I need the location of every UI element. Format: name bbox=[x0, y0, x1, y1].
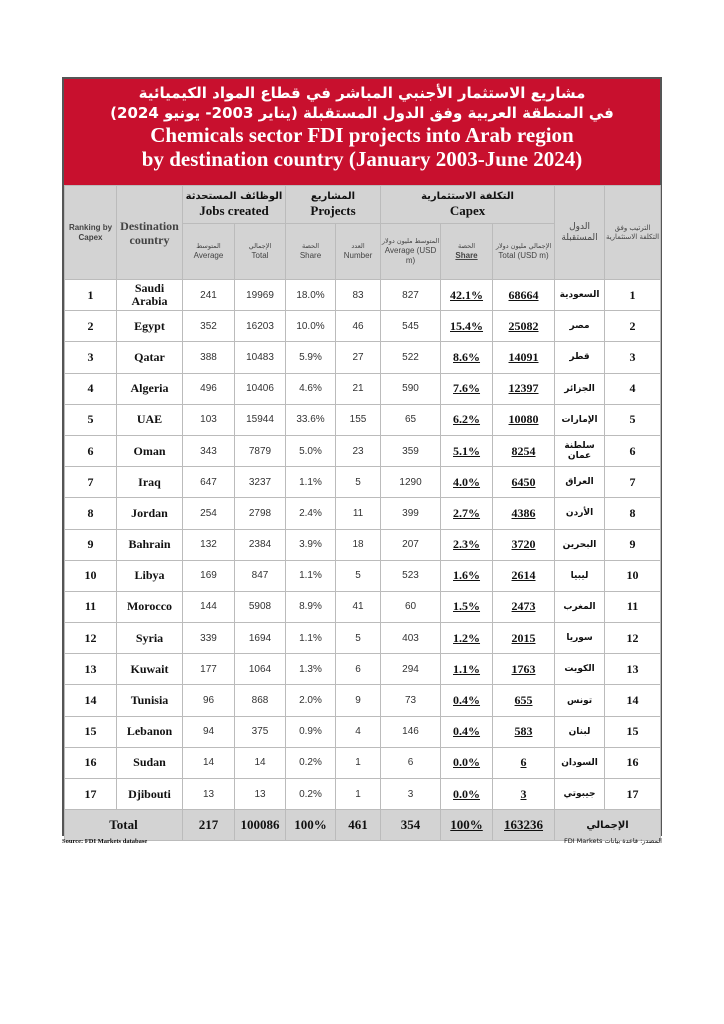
table-row bbox=[65, 747, 661, 778]
total-projects-number: 461 bbox=[336, 810, 381, 841]
header-capex: التكلفة الاستثمارية Capex bbox=[381, 186, 555, 224]
total-capex-total: 163236 bbox=[493, 810, 555, 841]
row-jobs-average: 14 bbox=[183, 747, 235, 778]
row-rank: 10 bbox=[65, 560, 117, 591]
row-projects-number: 5 bbox=[336, 560, 381, 591]
total-label-ar: الإجمالي bbox=[555, 810, 661, 841]
row-rank-ar: 11 bbox=[605, 591, 661, 622]
row-projects-share: 8.9% bbox=[286, 591, 336, 622]
row-rank-ar: 16 bbox=[605, 747, 661, 778]
row-projects-number: 5 bbox=[336, 467, 381, 498]
row-projects-number: 21 bbox=[336, 373, 381, 404]
row-rank: 4 bbox=[65, 373, 117, 404]
total-projects-share: 100% bbox=[286, 810, 336, 841]
row-rank: 3 bbox=[65, 342, 117, 373]
row-country: Lebanon bbox=[117, 716, 183, 747]
row-jobs-average: 647 bbox=[183, 467, 235, 498]
row-rank: 6 bbox=[65, 435, 117, 466]
row-country: Jordan bbox=[117, 498, 183, 529]
row-projects-share: 1.1% bbox=[286, 467, 336, 498]
row-capex-total: 3 bbox=[493, 779, 555, 810]
row-capex-total: 2614 bbox=[493, 560, 555, 591]
row-rank: 8 bbox=[65, 498, 117, 529]
row-jobs-total: 847 bbox=[235, 560, 286, 591]
row-projects-share: 0.9% bbox=[286, 716, 336, 747]
row-capex-share: 0.4% bbox=[441, 685, 493, 716]
row-rank-ar: 9 bbox=[605, 529, 661, 560]
table-row bbox=[65, 342, 661, 373]
table-row bbox=[65, 435, 661, 466]
row-capex-share: 1.1% bbox=[441, 654, 493, 685]
row-capex-average: 359 bbox=[381, 435, 441, 466]
header-country-ar: الدول المستقبلة bbox=[555, 186, 605, 280]
row-projects-share: 2.0% bbox=[286, 685, 336, 716]
row-projects-share: 1.1% bbox=[286, 623, 336, 654]
row-jobs-total: 19969 bbox=[235, 280, 286, 311]
row-rank: 12 bbox=[65, 623, 117, 654]
row-country-ar: تونس bbox=[555, 685, 605, 716]
row-projects-share: 1.1% bbox=[286, 560, 336, 591]
row-capex-share: 0.0% bbox=[441, 747, 493, 778]
row-rank-ar: 7 bbox=[605, 467, 661, 498]
total-capex-share: 100% bbox=[441, 810, 493, 841]
row-capex-total: 2015 bbox=[493, 623, 555, 654]
table-row bbox=[65, 467, 661, 498]
row-country-ar: ليبيا bbox=[555, 560, 605, 591]
table-row bbox=[65, 373, 661, 404]
header-jobs: الوظائف المستحدثة Jobs created bbox=[183, 186, 286, 224]
table-row bbox=[65, 560, 661, 591]
row-capex-total: 68664 bbox=[493, 280, 555, 311]
row-rank: 7 bbox=[65, 467, 117, 498]
row-jobs-total: 375 bbox=[235, 716, 286, 747]
table-row bbox=[65, 685, 661, 716]
row-country-ar: مصر bbox=[555, 311, 605, 342]
row-capex-share: 4.0% bbox=[441, 467, 493, 498]
row-jobs-total: 5908 bbox=[235, 591, 286, 622]
row-capex-share: 6.2% bbox=[441, 404, 493, 435]
row-country-ar: العراق bbox=[555, 467, 605, 498]
row-country-ar: البحرين bbox=[555, 529, 605, 560]
row-capex-total: 2473 bbox=[493, 591, 555, 622]
row-capex-average: 399 bbox=[381, 498, 441, 529]
row-projects-number: 27 bbox=[336, 342, 381, 373]
row-rank-ar: 2 bbox=[605, 311, 661, 342]
row-jobs-total: 14 bbox=[235, 747, 286, 778]
row-capex-average: 146 bbox=[381, 716, 441, 747]
row-capex-average: 60 bbox=[381, 591, 441, 622]
title-banner bbox=[64, 79, 660, 185]
english-title-line-1: Chemicals sector FDI projects into Arab region bbox=[150, 123, 574, 147]
row-capex-average: 73 bbox=[381, 685, 441, 716]
source-note-ar: المصدر: قاعدة بيانات FDI Markets bbox=[563, 837, 662, 845]
row-rank: 1 bbox=[65, 280, 117, 311]
table-row bbox=[65, 716, 661, 747]
row-country-ar: قطر bbox=[555, 342, 605, 373]
row-jobs-average: 388 bbox=[183, 342, 235, 373]
row-rank-ar: 1 bbox=[605, 280, 661, 311]
header-projects: المشاريع Projects bbox=[286, 186, 381, 224]
total-jobs-total: 100086 bbox=[235, 810, 286, 841]
row-country-ar: سوريا bbox=[555, 623, 605, 654]
header-projects-number: العدد Number bbox=[336, 224, 381, 280]
english-title-line-2: by destination country (January 2003-June 2024) bbox=[141, 147, 583, 171]
row-country: Syria bbox=[117, 623, 183, 654]
row-jobs-average: 352 bbox=[183, 311, 235, 342]
row-capex-total: 14091 bbox=[493, 342, 555, 373]
row-country: UAE bbox=[117, 404, 183, 435]
row-rank-ar: 3 bbox=[605, 342, 661, 373]
row-rank: 13 bbox=[65, 654, 117, 685]
row-jobs-average: 144 bbox=[183, 591, 235, 622]
row-country-ar: المغرب bbox=[555, 591, 605, 622]
row-jobs-average: 96 bbox=[183, 685, 235, 716]
row-capex-total: 25082 bbox=[493, 311, 555, 342]
header-capex-total: الإجمالي مليون دولار Total (USD m) bbox=[493, 224, 555, 280]
row-rank: 9 bbox=[65, 529, 117, 560]
row-capex-share: 8.6% bbox=[441, 342, 493, 373]
row-country-ar: السعودية bbox=[555, 280, 605, 311]
header-jobs-total: الإجمالي Total bbox=[235, 224, 286, 280]
row-jobs-average: 496 bbox=[183, 373, 235, 404]
row-capex-total: 6450 bbox=[493, 467, 555, 498]
row-jobs-average: 241 bbox=[183, 280, 235, 311]
row-rank: 2 bbox=[65, 311, 117, 342]
row-capex-total: 3720 bbox=[493, 529, 555, 560]
row-jobs-average: 339 bbox=[183, 623, 235, 654]
row-jobs-total: 13 bbox=[235, 779, 286, 810]
row-jobs-average: 254 bbox=[183, 498, 235, 529]
row-country: Saudi Arabia bbox=[117, 280, 183, 311]
row-country-ar: الأردن bbox=[555, 498, 605, 529]
row-capex-average: 403 bbox=[381, 623, 441, 654]
table-row bbox=[65, 280, 661, 311]
row-projects-share: 18.0% bbox=[286, 280, 336, 311]
row-projects-number: 18 bbox=[336, 529, 381, 560]
total-capex-average: 354 bbox=[381, 810, 441, 841]
row-rank-ar: 5 bbox=[605, 404, 661, 435]
row-jobs-average: 177 bbox=[183, 654, 235, 685]
row-rank-ar: 17 bbox=[605, 779, 661, 810]
row-capex-average: 523 bbox=[381, 560, 441, 591]
table-row bbox=[65, 654, 661, 685]
row-projects-share: 3.9% bbox=[286, 529, 336, 560]
row-projects-number: 46 bbox=[336, 311, 381, 342]
row-jobs-total: 1064 bbox=[235, 654, 286, 685]
row-jobs-total: 868 bbox=[235, 685, 286, 716]
total-label: Total bbox=[65, 810, 183, 841]
row-capex-total: 8254 bbox=[493, 435, 555, 466]
row-jobs-average: 94 bbox=[183, 716, 235, 747]
row-projects-number: 23 bbox=[336, 435, 381, 466]
row-rank-ar: 14 bbox=[605, 685, 661, 716]
source-note-en: Source: FDI Markets database bbox=[62, 838, 148, 845]
table-row bbox=[65, 311, 661, 342]
row-country-ar: الجزائر bbox=[555, 373, 605, 404]
header-projects-share: الحصة Share bbox=[286, 224, 336, 280]
row-capex-share: 1.2% bbox=[441, 623, 493, 654]
row-country-ar: الإمارات bbox=[555, 404, 605, 435]
row-capex-share: 1.6% bbox=[441, 560, 493, 591]
row-capex-average: 827 bbox=[381, 280, 441, 311]
row-projects-number: 11 bbox=[336, 498, 381, 529]
row-capex-average: 207 bbox=[381, 529, 441, 560]
row-jobs-total: 16203 bbox=[235, 311, 286, 342]
table-row bbox=[65, 623, 661, 654]
row-jobs-total: 1694 bbox=[235, 623, 286, 654]
row-projects-share: 10.0% bbox=[286, 311, 336, 342]
row-rank: 14 bbox=[65, 685, 117, 716]
row-projects-share: 4.6% bbox=[286, 373, 336, 404]
row-rank: 11 bbox=[65, 591, 117, 622]
total-jobs-average: 217 bbox=[183, 810, 235, 841]
row-rank: 17 bbox=[65, 779, 117, 810]
row-projects-number: 6 bbox=[336, 654, 381, 685]
row-capex-share: 0.4% bbox=[441, 716, 493, 747]
row-capex-share: 5.1% bbox=[441, 435, 493, 466]
row-country: Kuwait bbox=[117, 654, 183, 685]
row-projects-share: 5.9% bbox=[286, 342, 336, 373]
row-country: Sudan bbox=[117, 747, 183, 778]
row-country: Djibouti bbox=[117, 779, 183, 810]
arabic-title-line-2: في المنطقة العربية وفق الدول المستقبلة (يناير 2003- يونيو 2024) bbox=[110, 104, 614, 122]
row-projects-number: 41 bbox=[336, 591, 381, 622]
row-capex-average: 294 bbox=[381, 654, 441, 685]
row-projects-share: 0.2% bbox=[286, 779, 336, 810]
row-capex-share: 0.0% bbox=[441, 779, 493, 810]
header-ranking-ar: الترتيب وفق التكلفة الاستثمارية bbox=[605, 186, 661, 280]
arabic-title-line-1: مشاريع الاستثمار الأجنبي المباشر في قطاع المواد الكيميائية bbox=[138, 84, 586, 102]
row-projects-share: 5.0% bbox=[286, 435, 336, 466]
row-capex-share: 7.6% bbox=[441, 373, 493, 404]
row-capex-total: 4386 bbox=[493, 498, 555, 529]
row-country: Morocco bbox=[117, 591, 183, 622]
row-rank-ar: 6 bbox=[605, 435, 661, 466]
row-projects-share: 33.6% bbox=[286, 404, 336, 435]
row-capex-total: 12397 bbox=[493, 373, 555, 404]
table-row bbox=[65, 529, 661, 560]
row-jobs-total: 3237 bbox=[235, 467, 286, 498]
row-projects-number: 155 bbox=[336, 404, 381, 435]
row-capex-share: 1.5% bbox=[441, 591, 493, 622]
table-row bbox=[65, 404, 661, 435]
row-country: Qatar bbox=[117, 342, 183, 373]
row-projects-number: 4 bbox=[336, 716, 381, 747]
row-country: Tunisia bbox=[117, 685, 183, 716]
row-jobs-average: 169 bbox=[183, 560, 235, 591]
row-capex-share: 15.4% bbox=[441, 311, 493, 342]
table-frame bbox=[62, 77, 662, 836]
row-capex-average: 65 bbox=[381, 404, 441, 435]
table-body bbox=[65, 280, 661, 810]
row-country-ar: جيبوتي bbox=[555, 779, 605, 810]
row-jobs-total: 10406 bbox=[235, 373, 286, 404]
row-country-ar: لبنان bbox=[555, 716, 605, 747]
row-country: Iraq bbox=[117, 467, 183, 498]
row-rank-ar: 15 bbox=[605, 716, 661, 747]
row-projects-share: 0.2% bbox=[286, 747, 336, 778]
row-country: Bahrain bbox=[117, 529, 183, 560]
row-capex-average: 522 bbox=[381, 342, 441, 373]
row-capex-total: 10080 bbox=[493, 404, 555, 435]
row-capex-average: 590 bbox=[381, 373, 441, 404]
row-rank: 16 bbox=[65, 747, 117, 778]
row-country: Libya bbox=[117, 560, 183, 591]
row-projects-number: 1 bbox=[336, 747, 381, 778]
row-projects-number: 5 bbox=[336, 623, 381, 654]
row-capex-share: 2.7% bbox=[441, 498, 493, 529]
row-country-ar: الكويت bbox=[555, 654, 605, 685]
header-ranking: Ranking by Capex bbox=[65, 186, 117, 280]
row-projects-number: 1 bbox=[336, 779, 381, 810]
table-row bbox=[65, 498, 661, 529]
row-jobs-total: 2384 bbox=[235, 529, 286, 560]
row-capex-total: 6 bbox=[493, 747, 555, 778]
row-rank-ar: 13 bbox=[605, 654, 661, 685]
row-rank: 15 bbox=[65, 716, 117, 747]
row-projects-share: 2.4% bbox=[286, 498, 336, 529]
header-destination: Destination country bbox=[117, 186, 183, 280]
row-jobs-average: 13 bbox=[183, 779, 235, 810]
row-country: Egypt bbox=[117, 311, 183, 342]
row-jobs-total: 7879 bbox=[235, 435, 286, 466]
row-capex-share: 2.3% bbox=[441, 529, 493, 560]
header-capex-share: الحصة Share bbox=[441, 224, 493, 280]
row-capex-total: 1763 bbox=[493, 654, 555, 685]
row-capex-average: 545 bbox=[381, 311, 441, 342]
row-projects-share: 1.3% bbox=[286, 654, 336, 685]
row-jobs-total: 10483 bbox=[235, 342, 286, 373]
row-capex-total: 583 bbox=[493, 716, 555, 747]
row-jobs-average: 132 bbox=[183, 529, 235, 560]
table-row bbox=[65, 591, 661, 622]
row-capex-share: 42.1% bbox=[441, 280, 493, 311]
row-jobs-total: 2798 bbox=[235, 498, 286, 529]
row-rank: 5 bbox=[65, 404, 117, 435]
row-rank-ar: 12 bbox=[605, 623, 661, 654]
table-row bbox=[65, 779, 661, 810]
row-jobs-average: 103 bbox=[183, 404, 235, 435]
header-capex-average: المتوسط مليون دولار Average (USD m) bbox=[381, 224, 441, 280]
row-rank-ar: 8 bbox=[605, 498, 661, 529]
row-capex-average: 3 bbox=[381, 779, 441, 810]
row-country: Oman bbox=[117, 435, 183, 466]
row-jobs-average: 343 bbox=[183, 435, 235, 466]
row-rank-ar: 4 bbox=[605, 373, 661, 404]
row-projects-number: 83 bbox=[336, 280, 381, 311]
row-country-ar: السودان bbox=[555, 747, 605, 778]
row-jobs-total: 15944 bbox=[235, 404, 286, 435]
row-capex-average: 1290 bbox=[381, 467, 441, 498]
row-rank-ar: 10 bbox=[605, 560, 661, 591]
header-jobs-average: المتوسط Average bbox=[183, 224, 235, 280]
row-country: Algeria bbox=[117, 373, 183, 404]
row-country-ar: سلطنة عمان bbox=[555, 435, 605, 466]
row-capex-total: 655 bbox=[493, 685, 555, 716]
row-projects-number: 9 bbox=[336, 685, 381, 716]
fdi-table bbox=[64, 185, 661, 841]
row-capex-average: 6 bbox=[381, 747, 441, 778]
